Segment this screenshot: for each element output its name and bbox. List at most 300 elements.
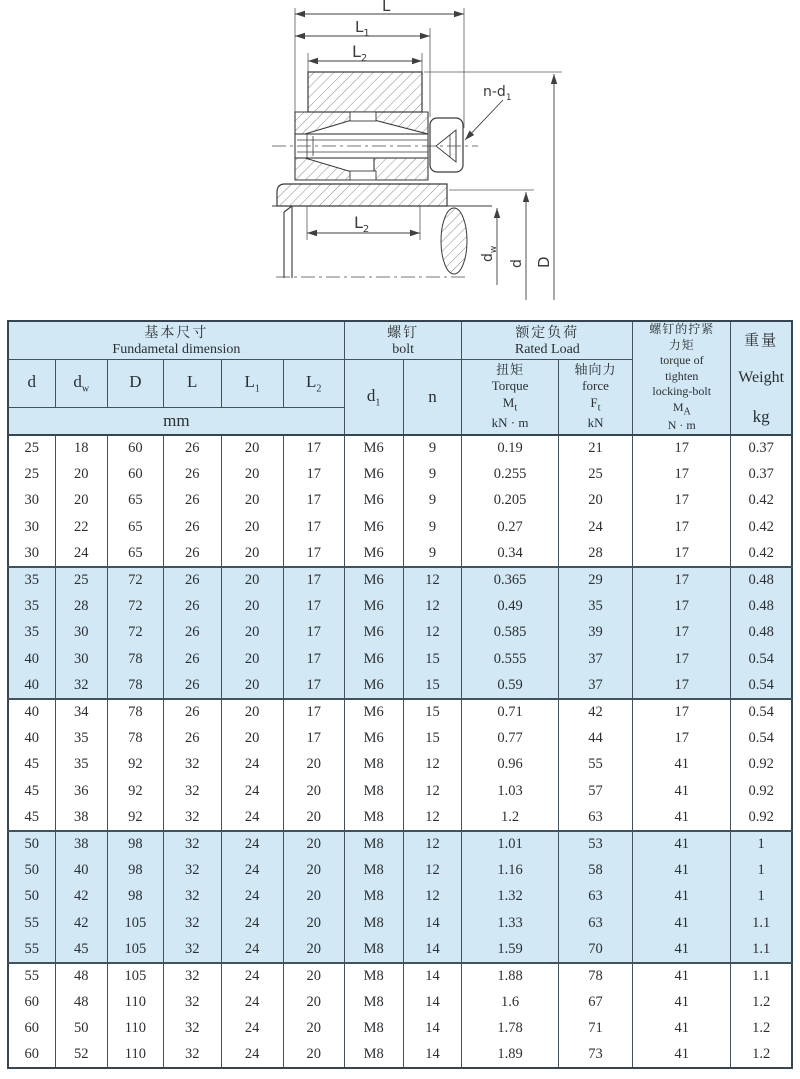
cell-force: 55 [558,752,632,778]
cell-d: 55 [8,936,55,962]
cell-d1: M8 [344,963,403,989]
dim-label-L2-top: $L_2$ [352,42,368,64]
cell-L1: 24 [221,936,283,962]
cell-weight: 0.37 [731,435,792,461]
cell-L1: 20 [221,672,283,698]
header-col-force [558,359,632,435]
cell-L1: 20 [221,461,283,487]
cell-n: 9 [403,541,462,567]
cell-L1: 20 [221,488,283,514]
cell-L1: 20 [221,620,283,646]
cell-n: 12 [403,778,462,804]
cell-L: 26 [163,725,221,751]
cell-d1: M6 [344,725,403,751]
cell-L2: 17 [283,646,344,672]
cell-L: 26 [163,699,221,725]
cell-d: 50 [8,857,55,883]
cell-L2: 17 [283,620,344,646]
cell-dw: 42 [55,910,108,936]
cell-torque: 0.77 [462,725,558,751]
technical-drawing [0,0,800,312]
table-row [8,857,792,883]
cell-ma: 17 [633,725,731,751]
cell-ma: 17 [633,541,731,567]
cell-d: 25 [8,435,55,461]
cell-n: 14 [403,989,462,1015]
cell-force: 42 [558,699,632,725]
cell-weight: 1 [731,857,792,883]
cell-d: 35 [8,620,55,646]
cell-d: 40 [8,672,55,698]
cell-D: 110 [108,1016,164,1042]
cell-weight: 1.1 [731,963,792,989]
cell-dw: 18 [55,435,108,461]
cell-D: 60 [108,461,164,487]
cell-L: 32 [163,1042,221,1068]
cell-D: 92 [108,752,164,778]
table-row [8,936,792,962]
cell-torque: 1.2 [462,804,558,830]
cell-weight: 0.48 [731,593,792,619]
table-row [8,884,792,910]
cell-torque: 0.365 [462,567,558,593]
bolt-head [430,118,463,172]
cell-L2: 20 [283,804,344,830]
table-row [8,963,792,989]
header-col-torque [462,359,558,435]
cell-L2: 17 [283,461,344,487]
cell-L: 26 [163,488,221,514]
cell-dw: 36 [55,778,108,804]
cell-force: 29 [558,567,632,593]
cell-d1: M6 [344,488,403,514]
header-unit-mm: mm [8,408,344,435]
table-row [8,435,792,461]
cell-ma: 41 [633,1042,731,1068]
header-force-unit: kN [587,415,604,430]
cell-d: 30 [8,514,55,540]
cell-force: 63 [558,910,632,936]
slot-lower [350,171,376,180]
dia-label-dw: $d_w$ [480,245,499,262]
cell-n: 12 [403,567,462,593]
cell-L2: 20 [283,936,344,962]
cell-ma: 17 [633,514,731,540]
cell-d1: M6 [344,567,403,593]
cell-D: 105 [108,963,164,989]
table-row [8,541,792,567]
header-basic-en: Fundametal dimension [112,342,241,358]
cell-n: 9 [403,461,462,487]
cell-L2: 17 [283,699,344,725]
cell-L2: 20 [283,752,344,778]
cell-d: 35 [8,567,55,593]
cell-n: 14 [403,963,462,989]
cell-torque: 0.19 [462,435,558,461]
cell-n: 12 [403,831,462,857]
cell-dw: 24 [55,541,108,567]
cell-force: 70 [558,936,632,962]
cell-L: 32 [163,989,221,1015]
cell-dw: 45 [55,936,108,962]
table-row [8,567,792,593]
header-col-L1: $L_1$ [221,359,283,408]
cell-ma: 17 [633,620,731,646]
cell-force: 24 [558,514,632,540]
slot-upper [350,112,376,121]
cell-D: 105 [108,936,164,962]
cell-ma: 41 [633,1016,731,1042]
cell-force: 39 [558,620,632,646]
header-bolt-cn: 螺钉 [387,326,420,342]
cell-L1: 24 [221,804,283,830]
cell-L1: 20 [221,699,283,725]
cell-L1: 24 [221,831,283,857]
cell-dw: 40 [55,857,108,883]
cell-d: 55 [8,910,55,936]
cell-D: 92 [108,804,164,830]
cell-torque: 1.59 [462,936,558,962]
cell-L: 32 [163,1016,221,1042]
cell-L: 26 [163,620,221,646]
dia-label-d: d [509,259,525,268]
cell-dw: 52 [55,1042,108,1068]
cell-ma: 17 [633,593,731,619]
cell-L2: 20 [283,1042,344,1068]
cell-D: 65 [108,514,164,540]
cell-D: 78 [108,699,164,725]
table-row [8,593,792,619]
cell-torque: 0.585 [462,620,558,646]
cell-ma: 17 [633,435,731,461]
header-col-n: n [403,359,462,435]
cell-dw: 22 [55,514,108,540]
cell-ma: 17 [633,699,731,725]
cell-dw: 50 [55,1016,108,1042]
cell-L2: 20 [283,778,344,804]
cell-L2: 17 [283,541,344,567]
cell-ma: 41 [633,989,731,1015]
header-load-en: Rated Load [514,342,580,358]
cell-D: 92 [108,778,164,804]
cell-d1: M6 [344,461,403,487]
header-ma-en1: torque of [659,353,704,368]
header-col-L: L [163,359,221,408]
cell-dw: 20 [55,461,108,487]
bolt-callout-label: $n-d_1$ [483,84,512,103]
cell-torque: 0.71 [462,699,558,725]
table-row [8,620,792,646]
cell-L2: 17 [283,593,344,619]
cell-ma: 17 [633,646,731,672]
cell-ma: 17 [633,567,731,593]
header-weight-en: Weight [738,369,785,387]
table-row [8,1042,792,1068]
cell-ma: 41 [633,884,731,910]
cell-force: 63 [558,884,632,910]
cell-n: 12 [403,857,462,883]
cell-L1: 24 [221,752,283,778]
cell-L: 26 [163,593,221,619]
dia-label-D: D [535,256,553,268]
table-body [8,435,792,1068]
header-rated-load [462,321,633,359]
cell-force: 28 [558,541,632,567]
header-ma-unit: N · m [667,418,696,433]
cell-D: 110 [108,1042,164,1068]
bolt-callout-leader [465,100,503,140]
cell-force: 53 [558,831,632,857]
cell-dw: 34 [55,699,108,725]
cell-dw: 20 [55,488,108,514]
cell-d1: M8 [344,910,403,936]
cell-d: 25 [8,461,55,487]
cell-L: 26 [163,435,221,461]
cell-L2: 17 [283,567,344,593]
cell-dw: 38 [55,804,108,830]
cell-d: 45 [8,752,55,778]
cell-L1: 20 [221,541,283,567]
cell-L: 32 [163,831,221,857]
cell-weight: 0.92 [731,752,792,778]
cell-n: 14 [403,1016,462,1042]
cell-dw: 48 [55,963,108,989]
cell-d1: M6 [344,672,403,698]
cell-L2: 17 [283,725,344,751]
cell-n: 14 [403,936,462,962]
cell-d1: M6 [344,435,403,461]
header-col-dw: $d_w$ [55,359,108,408]
cell-L: 32 [163,857,221,883]
cell-weight: 0.54 [731,672,792,698]
cell-L2: 20 [283,831,344,857]
cell-d: 50 [8,884,55,910]
cell-L2: 20 [283,989,344,1015]
header-basic-cn: 基本尺寸 [144,326,209,342]
header-force-cn: 轴向力 [574,361,617,377]
cell-n: 9 [403,435,462,461]
header-weight-unit: kg [752,406,770,426]
table-row [8,488,792,514]
cell-L: 32 [163,910,221,936]
cell-L: 26 [163,541,221,567]
cell-d1: M8 [344,752,403,778]
cell-weight: 1.2 [731,1042,792,1068]
cell-L: 26 [163,646,221,672]
cell-d: 55 [8,963,55,989]
header-col-d: d [8,359,55,408]
cell-torque: 1.33 [462,910,558,936]
cell-L: 26 [163,672,221,698]
locking-assembly-section-drawing [0,0,800,312]
cell-dw: 28 [55,593,108,619]
header-basic-dimensions [8,321,344,359]
cell-torque: 1.89 [462,1042,558,1068]
table-row [8,514,792,540]
cell-D: 65 [108,488,164,514]
table-row [8,672,792,698]
cell-d1: M6 [344,620,403,646]
cell-d: 60 [8,989,55,1015]
cell-weight: 0.54 [731,725,792,751]
cell-L1: 24 [221,910,283,936]
cell-L: 26 [163,514,221,540]
table-row [8,778,792,804]
cell-ma: 17 [633,461,731,487]
cell-torque: 0.49 [462,593,558,619]
cell-force: 73 [558,1042,632,1068]
cell-d1: M8 [344,857,403,883]
cell-dw: 30 [55,646,108,672]
cell-force: 58 [558,857,632,883]
cell-L1: 20 [221,593,283,619]
cell-ma: 41 [633,778,731,804]
table-row [8,910,792,936]
cell-dw: 35 [55,725,108,751]
cell-weight: 0.92 [731,804,792,830]
header-force-symbol: $F_t$ [590,395,601,414]
cell-d1: M8 [344,778,403,804]
header-weight-cn: 重量 [744,333,779,349]
cell-weight: 0.48 [731,620,792,646]
header-torque-en: Torque [491,378,529,394]
cell-force: 78 [558,963,632,989]
hub-section [308,72,422,112]
cell-n: 12 [403,884,462,910]
cell-L2: 17 [283,514,344,540]
cell-D: 72 [108,620,164,646]
cell-L: 32 [163,936,221,962]
cell-L: 32 [163,963,221,989]
dim-label-L: L [382,0,391,15]
cell-force: 21 [558,435,632,461]
cell-d: 35 [8,593,55,619]
cell-D: 98 [108,831,164,857]
cell-weight: 0.54 [731,699,792,725]
cell-ma: 41 [633,910,731,936]
cell-d: 45 [8,778,55,804]
cell-weight: 1.1 [731,910,792,936]
cell-L2: 20 [283,963,344,989]
cell-d1: M8 [344,884,403,910]
cell-d: 40 [8,699,55,725]
cell-L1: 20 [221,435,283,461]
cell-torque: 1.78 [462,1016,558,1042]
cell-d: 45 [8,804,55,830]
header-load-cn: 额定负荷 [515,326,580,342]
cell-D: 98 [108,857,164,883]
cell-d1: M8 [344,1016,403,1042]
cell-d1: M8 [344,936,403,962]
table-row [8,752,792,778]
header-torque-cn: 扭矩 [496,361,525,377]
cell-weight: 0.37 [731,461,792,487]
cell-n: 15 [403,725,462,751]
table-row [8,461,792,487]
cell-n: 9 [403,488,462,514]
cell-L: 26 [163,567,221,593]
cell-d1: M6 [344,699,403,725]
cell-weight: 0.42 [731,488,792,514]
cell-dw: 30 [55,620,108,646]
cell-ma: 17 [633,672,731,698]
cell-torque: 1.6 [462,989,558,1015]
cell-D: 78 [108,646,164,672]
table-row [8,831,792,857]
cell-weight: 1.2 [731,1016,792,1042]
table-row [8,699,792,725]
cell-L1: 20 [221,646,283,672]
cell-torque: 0.205 [462,488,558,514]
cell-L: 32 [163,752,221,778]
cell-L2: 17 [283,672,344,698]
cell-L2: 20 [283,1016,344,1042]
header-col-L2: $L_2$ [283,359,344,408]
cell-ma: 17 [633,488,731,514]
cell-force: 20 [558,488,632,514]
header-bolt [344,321,462,359]
cell-torque: 1.03 [462,778,558,804]
cell-L2: 20 [283,857,344,883]
cell-ma: 41 [633,831,731,857]
cell-ma: 41 [633,936,731,962]
cell-d1: M6 [344,514,403,540]
cell-n: 12 [403,593,462,619]
cell-d1: M8 [344,804,403,830]
cell-ma: 41 [633,804,731,830]
cell-L1: 24 [221,884,283,910]
cell-force: 67 [558,989,632,1015]
table-row [8,804,792,830]
cell-weight: 0.42 [731,514,792,540]
cell-L1: 24 [221,857,283,883]
header-ma-en2: tighten [665,368,699,383]
cell-dw: 32 [55,672,108,698]
cell-torque: 0.555 [462,646,558,672]
cell-force: 71 [558,1016,632,1042]
cell-d: 40 [8,646,55,672]
header-torque-symbol: $M_t$ [502,395,518,414]
cell-L1: 24 [221,1016,283,1042]
cell-L: 32 [163,804,221,830]
cell-d: 30 [8,488,55,514]
cell-D: 65 [108,541,164,567]
cell-weight: 1 [731,884,792,910]
cell-n: 14 [403,910,462,936]
cell-d1: M6 [344,593,403,619]
cell-D: 78 [108,672,164,698]
cell-weight: 1.2 [731,989,792,1015]
header-force-en: force [582,378,609,394]
header-torque-unit: kN · m [491,415,529,430]
cell-d: 40 [8,725,55,751]
cell-d: 30 [8,541,55,567]
cell-force: 63 [558,804,632,830]
cell-ma: 41 [633,752,731,778]
header-col-d1: $d_1$ [344,359,403,435]
cell-n: 12 [403,752,462,778]
table-row [8,989,792,1015]
cell-L1: 24 [221,963,283,989]
cell-dw: 38 [55,831,108,857]
cell-force: 37 [558,646,632,672]
cell-torque: 0.34 [462,541,558,567]
cell-n: 15 [403,646,462,672]
header-col-D: D [108,359,164,408]
table-row [8,1016,792,1042]
cell-L1: 20 [221,514,283,540]
cell-torque: 0.27 [462,514,558,540]
